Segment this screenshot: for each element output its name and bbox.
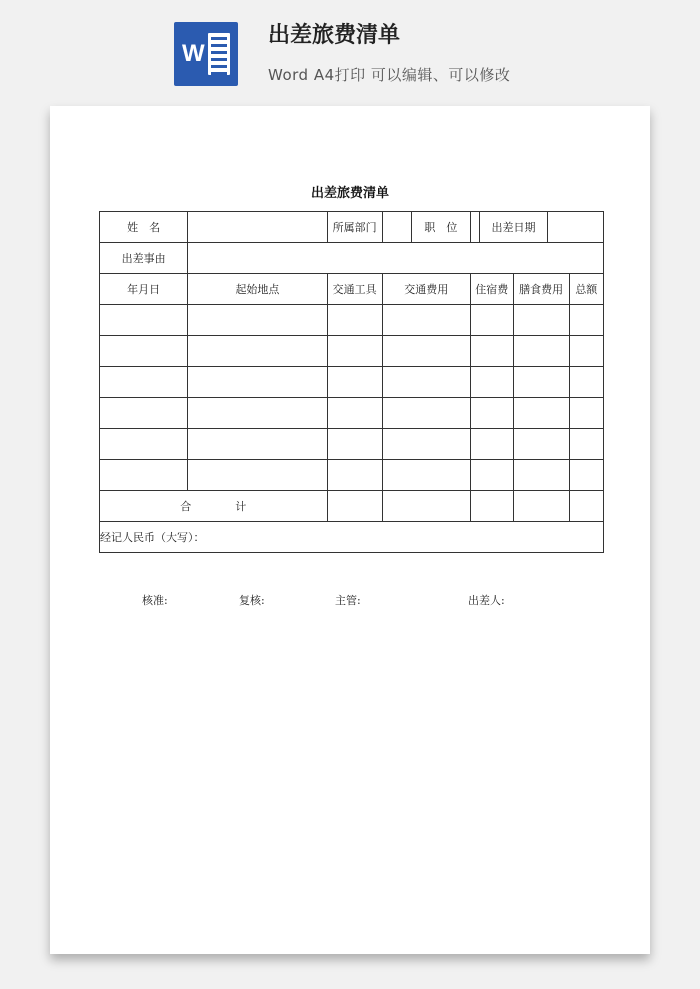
- table-cell[interactable]: [382, 367, 470, 398]
- table-cell[interactable]: [569, 429, 603, 460]
- table-cell[interactable]: [513, 398, 569, 429]
- column-header-transport-cost: 交通费用: [382, 274, 470, 305]
- review-label: 复核:: [239, 594, 265, 607]
- table-cell[interactable]: [100, 429, 188, 460]
- word-icon-letter: W: [182, 40, 205, 67]
- table-cell[interactable]: [382, 398, 470, 429]
- table-cell[interactable]: [327, 398, 382, 429]
- table-cell[interactable]: [188, 460, 327, 491]
- table-cell[interactable]: [513, 336, 569, 367]
- table-cell[interactable]: [470, 305, 513, 336]
- table-row-amount-words: [100, 522, 604, 553]
- page-header: [0, 0, 700, 100]
- table-cell[interactable]: [513, 491, 569, 522]
- name-field[interactable]: [188, 212, 327, 243]
- table-cell[interactable]: [327, 336, 382, 367]
- reason-field[interactable]: [188, 243, 604, 274]
- table-row: [100, 336, 604, 367]
- table-row-header-info: [100, 212, 604, 243]
- table-cell[interactable]: [569, 491, 603, 522]
- approve-label: 核准:: [142, 594, 168, 607]
- table-row: [100, 460, 604, 491]
- table-cell[interactable]: [470, 491, 513, 522]
- page-subtitle: Word A4打印 可以编辑、可以修改: [268, 66, 511, 84]
- position-label: 职 位: [411, 212, 470, 243]
- table-row-reason: [100, 243, 604, 274]
- page-title: 出差旅费清单: [268, 23, 401, 48]
- traveler-label: 出差人:: [468, 594, 505, 607]
- total-label: 合 计: [100, 491, 328, 522]
- table-cell[interactable]: [327, 367, 382, 398]
- table-row: [100, 367, 604, 398]
- table-cell[interactable]: [188, 429, 327, 460]
- column-header-total: 总额: [569, 274, 603, 305]
- table-cell[interactable]: [327, 429, 382, 460]
- table-cell[interactable]: [382, 460, 470, 491]
- table-row: [100, 398, 604, 429]
- department-field[interactable]: [382, 212, 411, 243]
- supervisor-label: 主管:: [335, 594, 361, 607]
- column-header-route: 起始地点: [188, 274, 327, 305]
- table-cell[interactable]: [569, 367, 603, 398]
- table-cell[interactable]: [382, 305, 470, 336]
- table-cell[interactable]: [470, 336, 513, 367]
- reason-label: 出差事由: [100, 243, 188, 274]
- table-cell[interactable]: [188, 305, 327, 336]
- column-header-transport: 交通工具: [327, 274, 382, 305]
- table-cell[interactable]: [569, 398, 603, 429]
- table-cell[interactable]: [513, 460, 569, 491]
- form-title: 出差旅费清单: [310, 186, 389, 201]
- table-row: [100, 429, 604, 460]
- column-header-date: 年月日: [100, 274, 188, 305]
- table-row: [100, 305, 604, 336]
- column-header-lodging: 住宿费: [470, 274, 513, 305]
- table-cell[interactable]: [470, 429, 513, 460]
- table-cell[interactable]: [188, 336, 327, 367]
- table-cell[interactable]: [382, 336, 470, 367]
- table-row-total: [100, 491, 604, 522]
- table-cell[interactable]: [327, 305, 382, 336]
- table-cell[interactable]: [100, 460, 188, 491]
- document-page: [50, 106, 650, 954]
- table-row-columns: [100, 274, 604, 305]
- table-cell[interactable]: [382, 429, 470, 460]
- table-cell[interactable]: [513, 367, 569, 398]
- table-cell[interactable]: [569, 460, 603, 491]
- table-cell[interactable]: [382, 491, 470, 522]
- table-cell[interactable]: [513, 429, 569, 460]
- word-icon: [174, 22, 238, 86]
- table-cell[interactable]: [100, 305, 188, 336]
- date-label: 出差日期: [480, 212, 548, 243]
- date-field[interactable]: [547, 212, 603, 243]
- expense-table: [99, 211, 604, 553]
- signature-row: [50, 592, 650, 612]
- table-cell[interactable]: [470, 460, 513, 491]
- table-cell[interactable]: [569, 336, 603, 367]
- table-cell[interactable]: [188, 367, 327, 398]
- department-label: 所属部门: [327, 212, 382, 243]
- table-cell[interactable]: [569, 305, 603, 336]
- table-cell[interactable]: [100, 367, 188, 398]
- name-label: 姓 名: [100, 212, 188, 243]
- table-cell[interactable]: [100, 398, 188, 429]
- table-cell[interactable]: [188, 398, 327, 429]
- table-cell[interactable]: [327, 491, 382, 522]
- table-cell[interactable]: [470, 367, 513, 398]
- amount-in-words-label: 经记人民币（大写）：: [100, 522, 604, 553]
- table-cell[interactable]: [470, 398, 513, 429]
- table-cell[interactable]: [513, 305, 569, 336]
- table-cell[interactable]: [327, 460, 382, 491]
- position-field[interactable]: [470, 212, 479, 243]
- table-cell[interactable]: [100, 336, 188, 367]
- column-header-meals: 膳食费用: [513, 274, 569, 305]
